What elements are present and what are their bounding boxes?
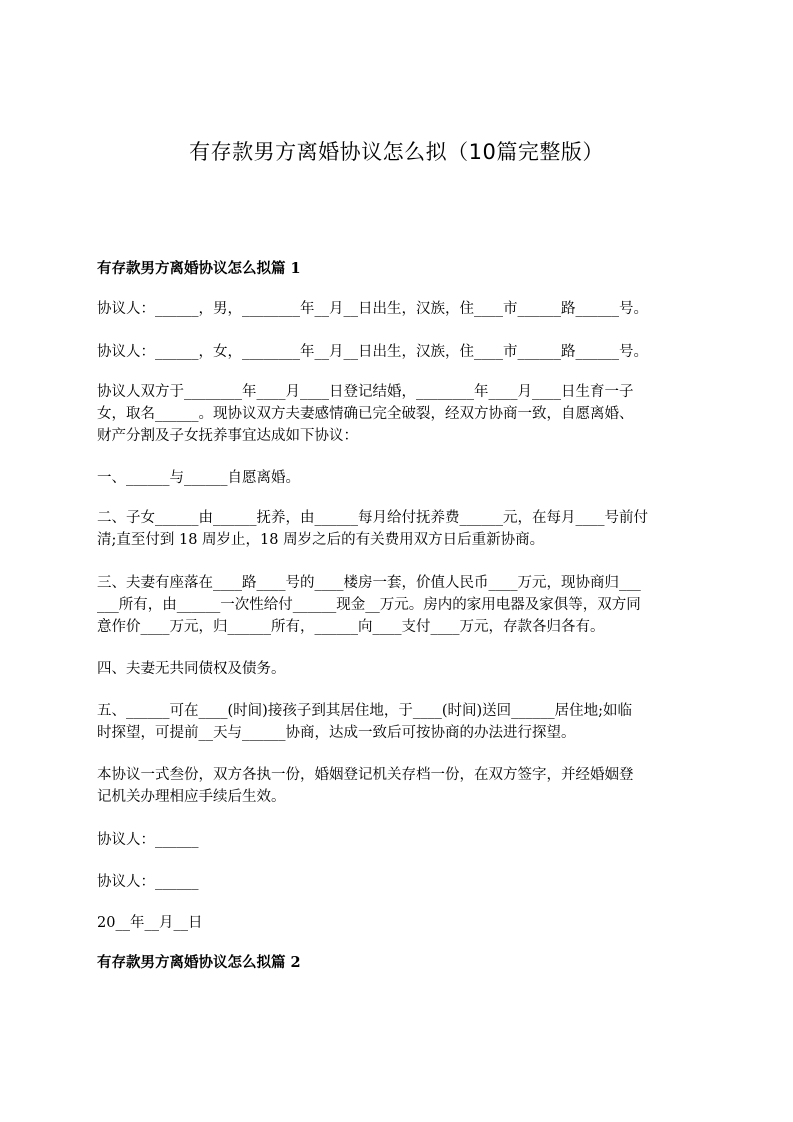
clause-5-line-2: 时探望，可提前__天与______协商，达成一致后可按协商的办法进行探望。 <box>97 725 576 741</box>
clause-3-line-1: 三、夫妻有座落在____路____号的____楼房一套，价值人民币____万元，现协商归___ <box>97 575 641 591</box>
party-2-paragraph: 协议人：______，女，________年__月__日出生，汉族，住____市______路______号。 <box>97 344 648 360</box>
clause-2-line-2: 清;直至付到 18 周岁止，18 周岁之后的有关费用双方日后重新协商。 <box>97 532 545 548</box>
party-1-paragraph: 协议人：______，男，________年__月__日出生，汉族，住____市______路______号。 <box>97 301 648 317</box>
marriage-paragraph-line-2: 女，取名______。现协议双方夫妻感情确已完全破裂，经双方协商一致，自愿离婚、 <box>97 406 634 422</box>
clause-1-paragraph: 一、______与______自愿离婚。 <box>97 470 300 486</box>
clause-4-paragraph: 四、夫妻无共同债权及债务。 <box>97 661 286 677</box>
marriage-paragraph-line-1: 协议人双方于________年____月____日登记结婚，________年____月____日生育一子 <box>97 384 634 400</box>
clause-3-line-3: 意作价____万元，归______所有，______向____支付____万元，存款各归各有。 <box>97 619 605 635</box>
copies-clause-line-1: 本协议一式叁份，双方各执一份，婚姻登记机关存档一份，在双方签字，并经婚姻登 <box>97 767 634 783</box>
document-title: 有存款男方离婚协议怎么拟（10篇完整版） <box>189 140 604 164</box>
clause-3-line-2: ___所有，由______一次性给付______现金__万元。房内的家用电器及家俱等，双方同 <box>97 597 641 613</box>
marriage-paragraph-line-3: 财产分割及子女抚养事宜达成如下协议： <box>97 428 358 444</box>
copies-clause-line-2: 记机关办理相应手续后生效。 <box>97 789 286 805</box>
section-2-heading: 有存款男方离婚协议怎么拟篇 2 <box>97 954 301 971</box>
signature-line-2: 协议人：______ <box>97 874 199 890</box>
clause-2-line-1: 二、子女______由______抚养，由______每月给付抚养费______元，在每月____号前付 <box>97 510 648 526</box>
date-line: 20__年__月__日 <box>97 915 203 931</box>
clause-5-line-1: 五、______可在____(时间)接孩子到其居住地，于____(时间)送回______居住地;如临 <box>97 703 633 719</box>
signature-line-1: 协议人：______ <box>97 832 199 848</box>
document-body <box>97 258 707 974</box>
section-1-heading: 有存款男方离婚协议怎么拟篇 1 <box>97 260 301 277</box>
